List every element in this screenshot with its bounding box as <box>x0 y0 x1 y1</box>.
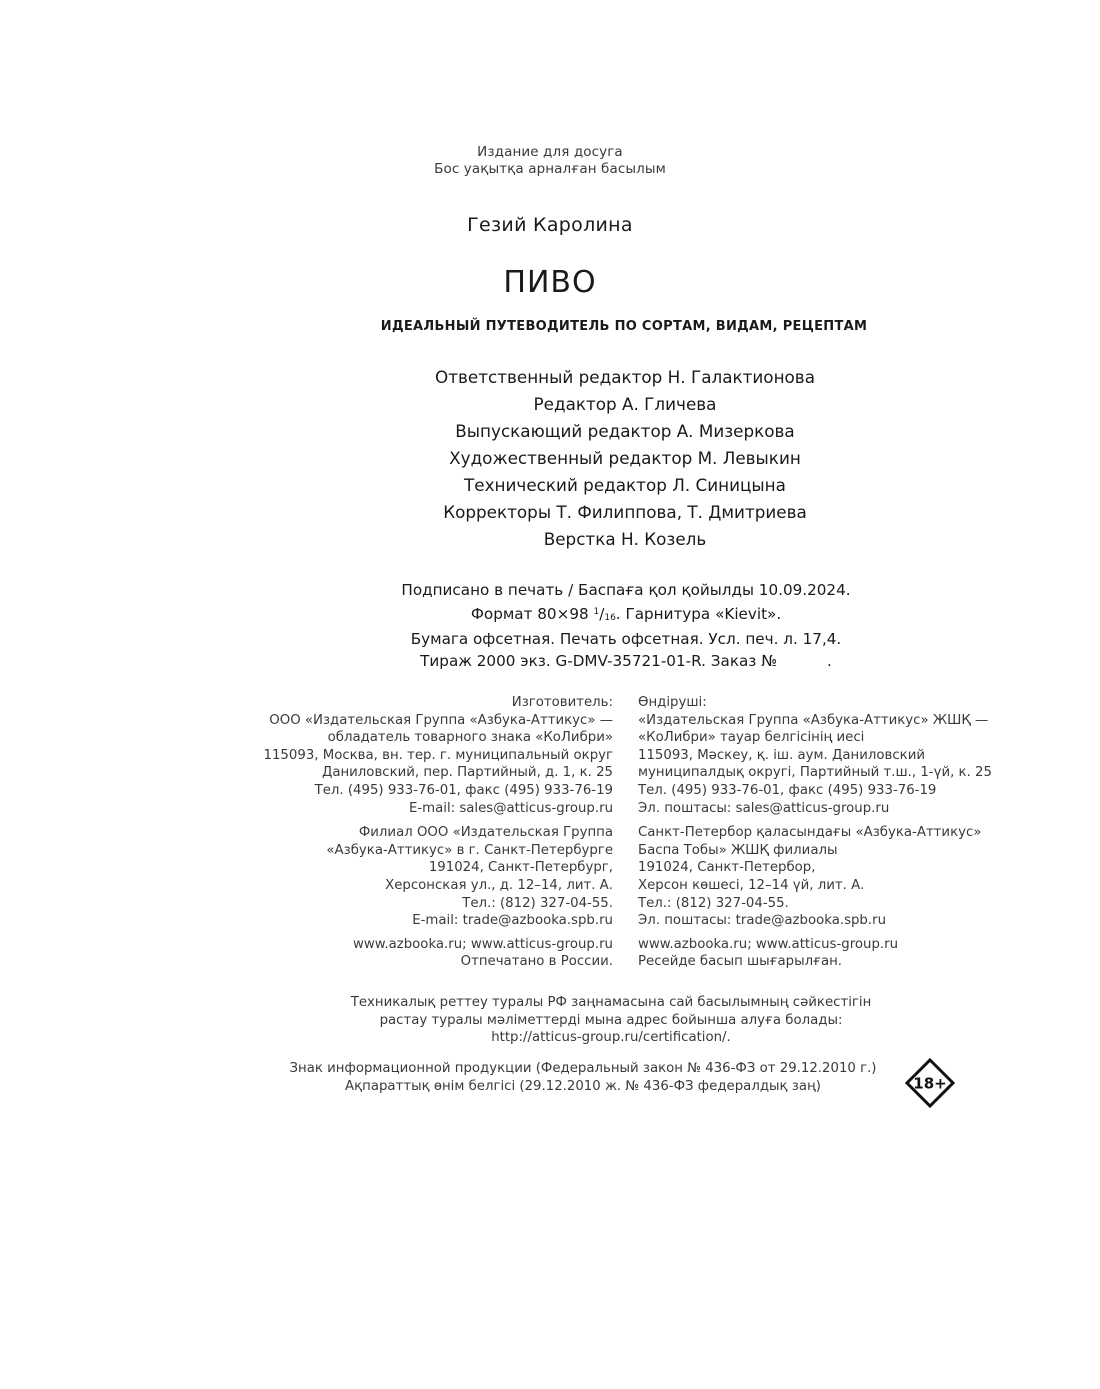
imprint-block <box>0 580 1100 673</box>
manufacturer-kz-line: Тел.: (812) 327-04-55. <box>638 895 789 911</box>
leisure-kz: Бос уақытқа арналған басылым <box>434 161 666 177</box>
credit-line: Художественный редактор М. Левыкин <box>449 448 801 468</box>
manufacturer-kz-line: «КоЛибри» тауар белгісінің иесі <box>638 730 865 746</box>
certification-line: растау туралы мәліметтерді мына адрес бойынша алуға болады: <box>379 1012 843 1028</box>
manufacturer-kz-line: Өндіруші: <box>638 695 707 710</box>
author-name: Гезий Каролина <box>467 214 633 236</box>
manufacturer-ru-line: Отпечатано в России. <box>460 954 613 970</box>
manufacturer-ru-line: Херсонская ул., д. 12–14, лит. А. <box>385 877 613 893</box>
manufacturer-kz-line: 191024, Санкт-Петербор, <box>638 860 816 876</box>
credit-line: Технический редактор Л. Синицына <box>464 475 786 495</box>
manufacturer-kz-line: Херсон көшесі, 12–14 үй, лит. А. <box>638 877 865 893</box>
info-sign-line: Ақпараттық өнім белгісі (29.12.2010 ж. № 436-ФЗ федералдық заң) <box>345 1078 821 1094</box>
manufacturer-ru-line: Филиал ООО «Издательская Группа <box>358 825 613 841</box>
credit-line: Редактор А. Гличева <box>533 394 717 414</box>
format-suffix: . Гарнитура «Kievit». <box>615 604 782 623</box>
manufacturer-kz-line: Эл. поштасы: trade@azbooka.spb.ru <box>638 913 886 929</box>
manufacturer-kz-block-1 <box>638 694 1078 817</box>
manufacturer-ru-line: ООО «Издательская Группа «Азбука-Аттикус» — <box>269 712 613 728</box>
credit-line: Корректоры Т. Филиппова, Т. Дмитриева <box>443 502 807 522</box>
manufacturer-ru-block-1 <box>193 694 613 817</box>
certification-line: Техникалық реттеу туралы РФ заңнамасына сай басылымның сәйкестігін <box>350 995 872 1010</box>
credits-list <box>0 364 1100 553</box>
manufacturer-ru-line: Тел.: (812) 327-04-55. <box>462 895 613 911</box>
manufacturer-kz-column <box>638 694 1078 971</box>
credit-line: Ответственный редактор Н. Галактионова <box>435 367 815 387</box>
age-rating-icon <box>905 1058 955 1108</box>
credit-line: Верстка Н. Козель <box>543 529 707 549</box>
manufacturer-ru-line: «Азбука-Аттикус» в г. Санкт-Петербурге <box>326 842 613 858</box>
manufacturer-ru-line: обладатель товарного знака «КоЛибри» <box>327 730 613 746</box>
book-subtitle: ИДЕАЛЬНЫЙ ПУТЕВОДИТЕЛЬ ПО СОРТАМ, ВИДАМ, РЕЦЕПТАМ <box>380 319 868 334</box>
manufacturer-ru-line: Даниловский, пер. Партийный, д. 1, к. 25 <box>321 765 613 781</box>
manufacturer-ru-block-3 <box>193 936 613 971</box>
manufacturer-ru-column <box>193 694 613 971</box>
format-prefix: Формат 80×98 <box>470 604 589 623</box>
print-run-text: Тираж 2000 экз. G-DMV-35721-01-R. Заказ № <box>420 652 777 671</box>
format-line: Формат 80×98 $^1$/16. Гарнитура «Kievit». <box>470 604 782 623</box>
credit-line: Выпускающий редактор А. Мизеркова <box>455 421 795 441</box>
manufacturer-ru-line: Тел. (495) 933-76-01, факс (495) 933-76-19 <box>314 782 613 798</box>
leisure-edition-note <box>0 144 1100 178</box>
paper-line: Бумага офсетная. Печать офсетная. Усл. печ. л. 17,4. <box>410 630 842 649</box>
manufacturer-kz-line: Эл. поштасы: sales@atticus-group.ru <box>638 800 890 816</box>
manufacturer-kz-line: 115093, Мәскеу, қ. іш. аум. Даниловский <box>638 747 925 763</box>
manufacturer-kz-line: Баспа Тобы» ЖШҚ филиалы <box>638 842 838 858</box>
certification-note <box>0 994 1100 1047</box>
manufacturer-kz-line: www.azbooka.ru; www.atticus-group.ru <box>638 936 899 952</box>
leisure-ru: Издание для досуга <box>477 144 623 160</box>
manufacturer-ru-line: 115093, Москва, вн. тер. г. муниципальный округ <box>263 747 613 763</box>
manufacturer-kz-block-3 <box>638 936 1078 971</box>
manufacturer-kz-line: «Издательская Группа «Азбука-Аттикус» ЖШҚ — <box>638 712 989 728</box>
manufacturer-ru-line: 191024, Санкт-Петербург, <box>428 860 613 876</box>
print-run-line <box>0 651 1100 673</box>
format-denominator: 16 <box>604 612 616 623</box>
manufacturer-kz-line: муниципалдық округі, Партийный т.ш., 1-үй, к. 25 <box>638 765 992 781</box>
info-sign-line: Знак информационной продукции (Федеральный закон № 436-ФЗ от 29.12.2010 г.) <box>289 1061 877 1076</box>
manufacturer-ru-line: E-mail: sales@atticus-group.ru <box>408 800 613 816</box>
manufacturer-ru-line: Изготовитель: <box>511 695 613 710</box>
manufacturer-ru-block-2 <box>193 824 613 930</box>
age-rating-label: 18+ <box>913 1074 947 1093</box>
manufacturer-ru-line: www.azbooka.ru; www.atticus-group.ru <box>352 936 613 952</box>
certification-link[interactable]: http://atticus-group.ru/certification/. <box>491 1030 731 1045</box>
manufacturer-kz-line: Ресейде басып шығарылған. <box>638 954 843 970</box>
manufacturer-ru-line: E-mail: trade@azbooka.spb.ru <box>412 913 613 929</box>
manufacturer-kz-line: Санкт-Петербор қаласындағы «Азбука-Аттикус» <box>638 825 982 841</box>
print-run-end: . <box>827 652 832 671</box>
book-title: ПИВО <box>503 265 597 300</box>
signed-date: Подписано в печать / Баспаға қол қойылды 10.09.2024. <box>401 581 851 599</box>
manufacturer-kz-block-2 <box>638 824 1078 930</box>
format-numerator: 1 <box>593 606 600 617</box>
manufacturer-kz-line: Тел. (495) 933-76-01, факс (495) 933-76-19 <box>638 782 937 798</box>
